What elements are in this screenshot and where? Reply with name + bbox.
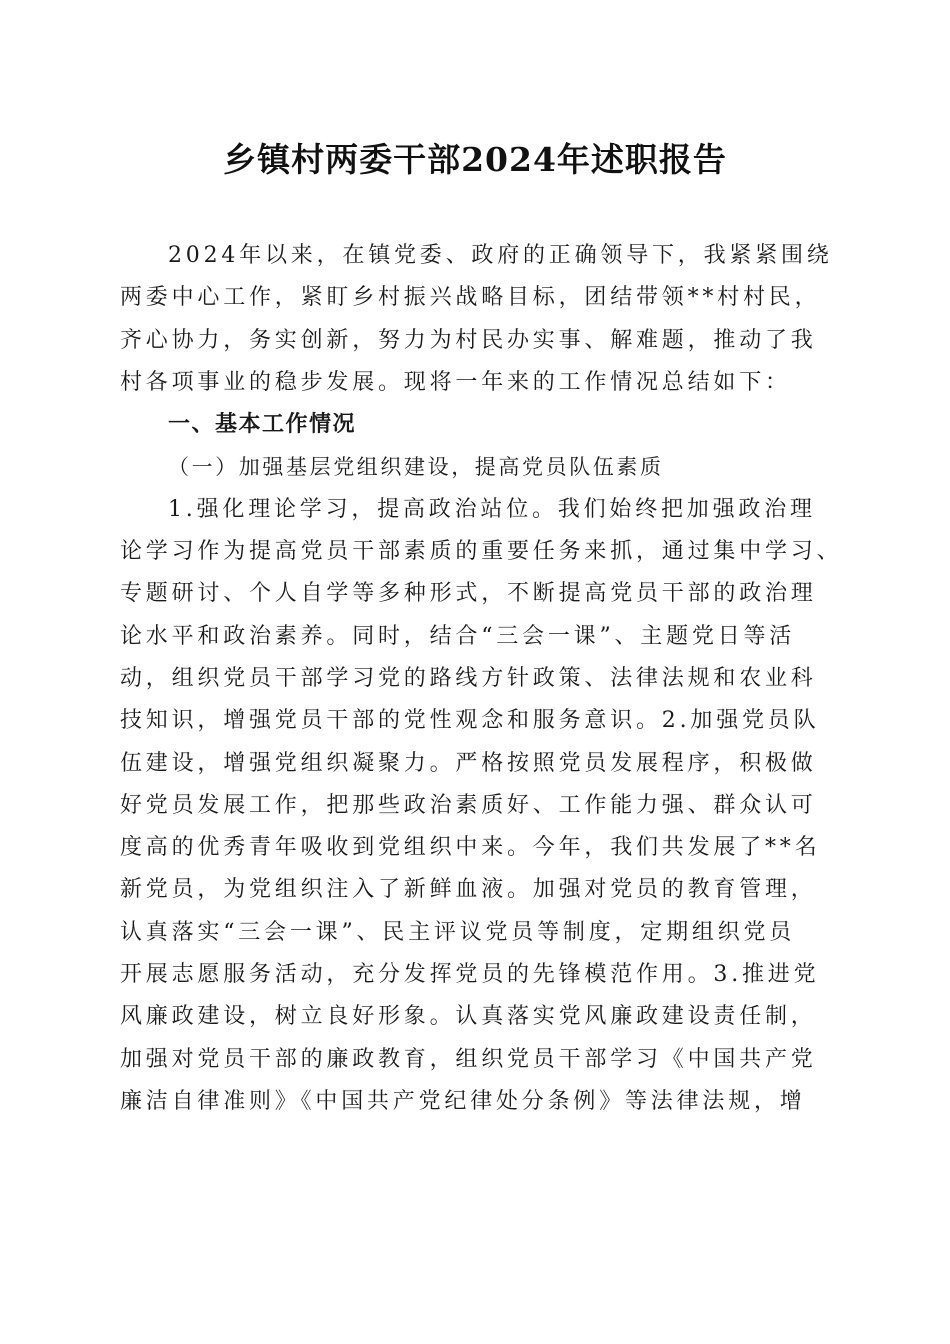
paragraph-line: 认真落实“三会一课”、民主评议党员等制度，定期组织党员 [120,919,796,945]
paragraph-line: 专题研讨、个人自学等多种形式，不断提高党员干部的政治理 [120,581,817,607]
paragraph-line: 新党员，为党组织注入了新鲜血液。加强对党员的教育管理， [120,877,817,903]
paragraph-line: 动，组织党员干部学习党的路线方针政策、法律法规和农业科 [120,665,817,691]
paragraph-line: 度高的优秀青年吸收到党组织中来。今年，我们共发展了**名 [120,835,821,861]
paragraph-line: 廉洁自律准则》《中国共产党纪律处分条例》等法律法规，增 [120,1088,806,1114]
paragraph-line: 开展志愿服务活动，充分发挥党员的先锋模范作用。3.推进党 [120,962,820,988]
paragraph-line: 技知识，增强党员干部的党性观念和服务意识。2.加强党员队 [120,708,820,734]
document-title: 乡镇村两委干部2024年述职报告 [223,140,727,179]
subsection-heading: （一）加强基层党组织建设，提高党员队伍素质 [168,455,664,480]
paragraph-line: 1.强化理论学习，提高政治站位。我们始终把加强政治理 [168,496,816,522]
paragraph-line: 伍建设，增强党组织凝聚力。严格按照党员发展程序，积极做 [120,750,817,776]
paragraph-line: 风廉政建设，树立良好形象。认真落实党风廉政建设责任制， [120,1004,817,1030]
paragraph-line: 两委中心工作，紧盯乡村振兴战略目标，团结带领**村村民， [120,285,821,311]
paragraph-line: 村各项事业的稳步发展。现将一年来的工作情况总结如下： [120,369,791,395]
paragraph-line: 齐心协力，务实创新，努力为村民办实事、解难题，推动了我 [120,327,817,353]
paragraph-line: 论水平和政治素养。同时，结合“三会一课”、主题党日等活 [120,623,796,649]
paragraph-line: 2024年以来，在镇党委、政府的正确领导下，我紧紧围绕 [168,243,833,268]
section-heading: 一、基本工作情况 [168,412,357,438]
document-body [120,235,843,1123]
paragraph-line: 好党员发展工作，把那些政治素质好、工作能力强、群众认可 [120,792,817,818]
paragraph-line: 加强对党员干部的廉政教育，组织党员干部学习《中国共产党 [120,1046,817,1072]
paragraph-line: 论学习作为提高党员干部素质的重要任务来抓，通过集中学习、 [120,539,843,565]
